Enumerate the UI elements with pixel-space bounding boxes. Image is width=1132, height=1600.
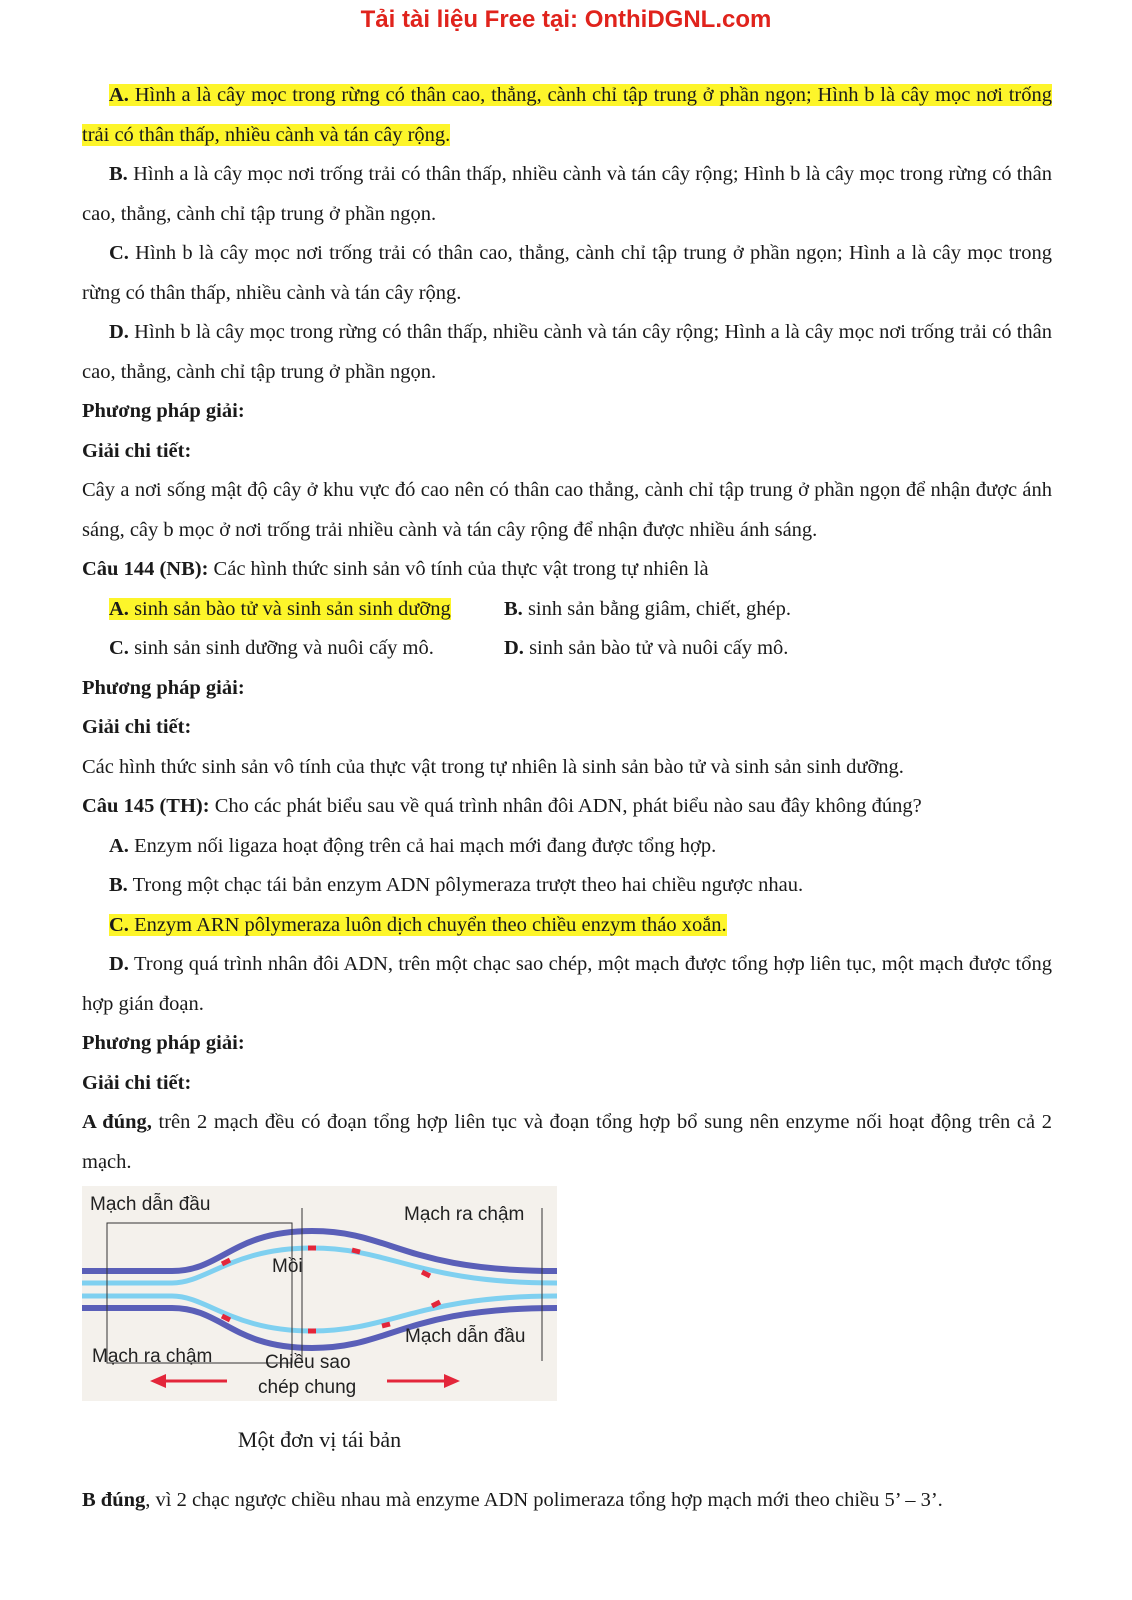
- method-heading-q145: Phương pháp giải:: [82, 1032, 245, 1054]
- detail-heading-q145: Giải chi tiết:: [82, 1071, 192, 1094]
- options-row-q144-1: [82, 590, 1052, 630]
- explanation-q143: Cây a nơi sống mật độ cây ở khu vực đó cao nên có thân cao thẳng, cành chỉ tập trung ở phần ngọn để nhận được ánh sáng, cây b mọc ở nơi trống trải nhiều cành và tán cây rộng để nhận được nhiều ánh sáng.: [82, 479, 1052, 541]
- highlighted-answer: A. sinh sản bào tử và sinh sản sinh dưỡng: [109, 597, 451, 620]
- option-b-q143: B. Hình a là cây mọc nơi trống trải có thân thấp, nhiều cành và tán cây rộng; Hình b là cây mọc trong rừng có thân cao, thẳng, cành chỉ tập trung ở phần ngọn.: [82, 163, 1053, 225]
- option-c-q144: C. sinh sản sinh dưỡng và nuôi cấy mô.: [109, 637, 434, 659]
- option-d-q145: D. Trong quá trình nhân đôi ADN, trên một chạc sao chép, một mạch được tổng hợp liên tục, một mạch được tổng hợp gián đoạn.: [82, 953, 1052, 1015]
- option-d-q143: D. Hình b là cây mọc trong rừng có thân thấp, nhiều cành và tán cây rộng; Hình a là cây mọc nơi trống trải có thân cao, thẳng, cành chỉ tập trung ở phần ngọn.: [82, 321, 1052, 383]
- label-leading-bottom: Mạch dẫn đầu: [405, 1326, 526, 1347]
- label-direction-2: chép chung: [258, 1377, 357, 1398]
- replication-diagram-svg: [82, 1186, 557, 1401]
- highlighted-answer: A. Hình a là cây mọc trong rừng có thân cao, thẳng, cành chỉ tập trung ở phần ngọn; Hình b là cây mọc nơi trống trải có thân thấp, nhiều cành và tán cây rộng.: [82, 84, 1052, 146]
- option-c-q145: [82, 906, 1052, 946]
- explanation-q144: Các hình thức sinh sản vô tính của thực vật trong tự nhiên là sinh sản bào tử và sinh sản sinh dưỡng.: [82, 755, 904, 778]
- document-body: [82, 76, 1052, 1521]
- option-b-q145: B. Trong một chạc tái bản enzym ADN pôlymeraza trượt theo hai chiều ngược nhau.: [109, 874, 804, 896]
- figure-caption: Một đơn vị tái bản: [237, 1427, 402, 1452]
- question-144: Câu 144 (NB): Các hình thức sinh sản vô tính của thực vật trong tự nhiên là: [82, 558, 709, 580]
- question-145: Câu 145 (TH): Cho các phát biểu sau về quá trình nhân đôi ADN, phát biểu nào sau đây không đúng?: [82, 795, 922, 817]
- site-banner[interactable]: Tải tài liệu Free tại: OnthiDGNL.com: [360, 6, 772, 33]
- label-leading-top: Mạch dẫn đầu: [90, 1194, 211, 1215]
- explanation-a-q145: A đúng, trên 2 mạch đều có đoạn tổng hợp liên tục và đoạn tổng hợp bổ sung nên enzyme nối hoạt động trên cả 2 mạch.: [82, 1111, 1052, 1173]
- option-a-q145: A. Enzym nối ligaza hoạt động trên cả hai mạch mới đang được tổng hợp.: [109, 834, 717, 857]
- explanation-b-q145: B đúng, vì 2 chạc ngược chiều nhau mà enzyme ADN polimeraza tổng hợp mạch mới theo chiều 5’ – 3’.: [82, 1489, 943, 1511]
- label-lagging-bottom: Mạch ra chậm: [92, 1346, 213, 1367]
- highlighted-answer: C. Enzym ARN pôlymeraza luôn dịch chuyển theo chiều enzym tháo xoắn.: [109, 913, 727, 936]
- detail-heading-q143: Giải chi tiết:: [82, 439, 192, 462]
- method-heading-q144: Phương pháp giải:: [82, 676, 245, 699]
- label-primer: Mồi: [272, 1256, 303, 1277]
- option-c-q143: C. Hình b là cây mọc nơi trống trải có thân cao, thẳng, cành chỉ tập trung ở phần ngọn; Hình a là cây mọc trong rừng có thân thấp, nhiều cành và tán cây rộng.: [82, 242, 1053, 304]
- replication-unit-diagram: [82, 1186, 557, 1401]
- option-d-q144: D. sinh sản bào tử và nuôi cấy mô.: [504, 637, 789, 659]
- label-direction-1: Chiều sao: [265, 1352, 351, 1373]
- label-lagging-top: Mạch ra chậm: [404, 1204, 525, 1225]
- detail-heading-q144: Giải chi tiết:: [82, 716, 192, 738]
- options-row-q144-2: [82, 629, 1052, 669]
- method-heading-q143: Phương pháp giải:: [82, 400, 245, 422]
- option-b-q144: B. sinh sản bằng giâm, chiết, ghép.: [504, 597, 791, 620]
- option-a-q144: [82, 590, 504, 630]
- option-a-q143: [82, 76, 1052, 155]
